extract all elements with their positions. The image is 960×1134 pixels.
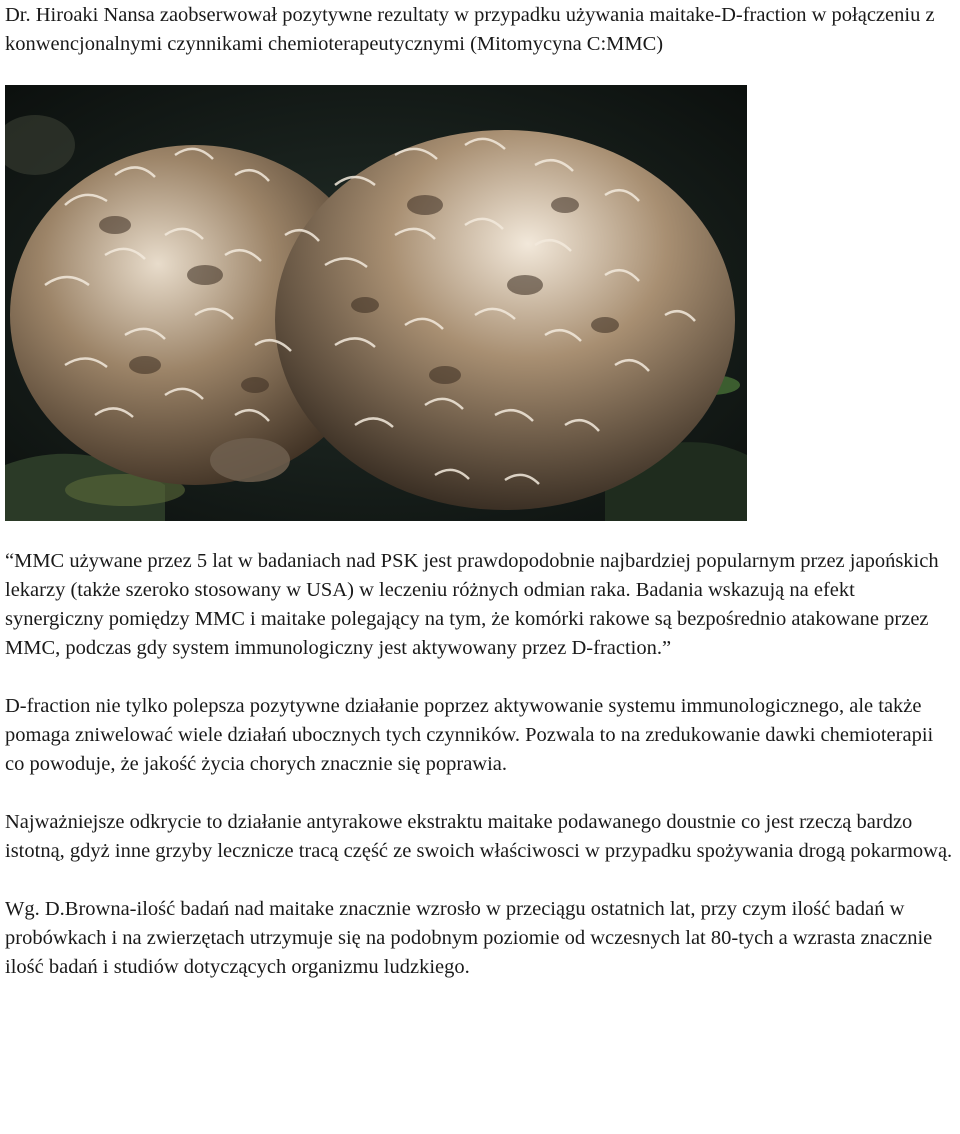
paragraph-3: Najważniejsze odkrycie to działanie antyrakowe ekstraktu maitake podawanego doustnie co jest rzeczą bardzo istotną, gdyż inne grzyby lecznicze tracą część ze swoich właściwosci w przypadku spożywania drogą pokarmową. xyxy=(5,811,953,862)
intro-paragraph: Dr. Hiroaki Nansa zaobserwował pozytywne rezultaty w przypadku używania maitake-D-fraction w połączeniu z konwencjonalnymi czynnikami chemioterapeutycznymi (Mitomycyna C:MMC) xyxy=(5,4,935,55)
document-page xyxy=(5,0,955,982)
paragraph-1: “MMC używane przez 5 lat w badaniach nad PSK jest prawdopodobnie najbardziej popularnym przez japońskich lekarzy (także szeroko stosowany w USA) w leczeniu różnych odmian raka. Badania wskazują na efekt synergiczny pomiędzy MMC i maitake polegający na tym, że komórki rakowe są bezpośrednio atakowane przez MMC, podczas gdy system immunologiczny jest aktywowany przez D-fraction.” xyxy=(5,550,939,659)
paragraph-2: D-fraction nie tylko polepsza pozytywne działanie poprzez aktywowanie systemu immunologicznego, ale także pomaga zniwelować wiele działań ubocznych tych czynników. Pozwala to na zredukowanie dawki chemioterapii co powoduje, że jakość życia chorych znacznie się poprawia. xyxy=(5,695,934,775)
paragraph-4: Wg. D.Browna-ilość badań nad maitake znacznie wzrosło w przeciągu ostatnich lat, przy czym ilość badań w probówkach i na zwierzętach utrzymuje się na podobnym poziomie od wczesnych lat 80-tych a wzrasta znacznie ilość badań i studiów dotyczących organizmu ludzkiego. xyxy=(5,898,933,978)
maitake-mushroom-photo xyxy=(5,85,747,521)
